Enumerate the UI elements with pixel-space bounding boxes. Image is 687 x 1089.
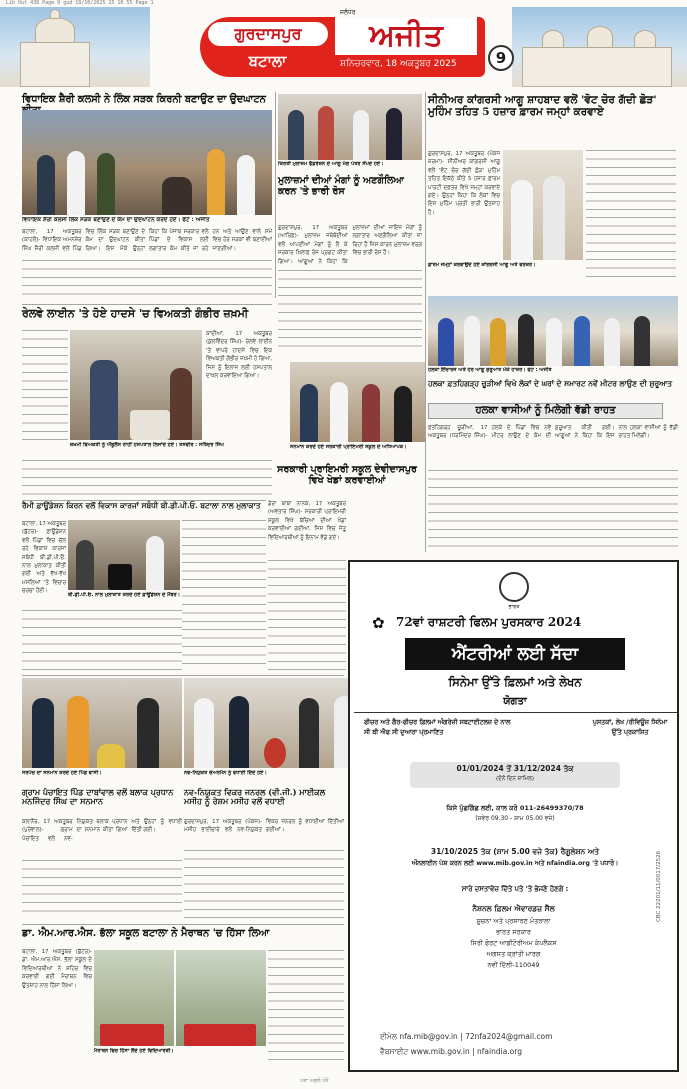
masthead-logo: ਅਜੀਤ	[335, 17, 477, 55]
article-1-photo	[22, 110, 272, 215]
ad-left-box: ਫੀਚਰ ਅਤੇ ਗੈਰ-ਫੀਚਰ ਫ਼ਿਲਮਾਂ ਅੰਗਰੇਜ਼ੀ ਸਬਟਾਈਟਲਜ਼ ਦੇ ਨਾਲ ਸੀ ਬੀ ਐਫ ਸੀ ਦੁਆਰਾ ਪ੍ਰਮਾਣਿਤ	[364, 719, 511, 736]
masthead-edition: ਜਲੰਧਰ	[340, 9, 356, 16]
ad-website: ਵੈੱਬਸਾਈਟ www.mib.gov.in | nfaindia.org	[380, 1047, 522, 1056]
ad-address-line-4: ਸਿਰੀ ਫੋਰਟ ਆਡੀਟੋਰੀਅਮ ਕੰਪਲੈਕਸ	[470, 939, 557, 947]
article-5-photo	[428, 296, 678, 366]
article-10-headline: ਡਾ. ਐਮ.ਆਰ.ਐਸ. ਭੱਲਾ ਸਕੂਲ ਬਟਾਲਾ ਨੇ ਮੈਰਾਥਨ 'ਚ ਹਿੱਸਾ ਲਿਆ	[22, 928, 270, 939]
ad-address-line-2: ਸੂਚਨਾ ਅਤੇ ਪ੍ਰਸਾਰਣ ਮੰਤਰਾਲਾ	[476, 917, 551, 925]
article-3-photo-caption: ਫ਼ਾਰਮ ਜਮ੍ਹਾਂ ਕਰਵਾਉਂਦੇ ਹੋਏ ਕਾਂਗਰਸੀ ਆਗੂ ਅਤੇ ਵਰਕਰ।	[428, 262, 536, 268]
article-9-body: ਗੁਰਦਾਸਪੁਰ, 17 ਅਕਤੂਬਰ (ਪੰਕਜ)- ਮਸੀਹ ਭਾਈਚਾਰੇ ਵਲੋਂ ਨਵ-ਨਿਯੁਕਤ ਵਿਕਰ ਜਨਰਲ ਨੂੰ ਵਧਾਈਆਂ ਦਿੱਤੀਆਂ ਗਈਆਂ।	[184, 819, 344, 834]
article-7-body: ਡੇਰਾ ਬਾਬਾ ਨਾਨਕ, 17 ਅਕਤੂਬਰ (ਅਵਤਾਰ ਸਿੰਘ)- ਸਰਕਾਰੀ ਪ੍ਰਾਇਮਰੀ ਸਕੂਲ ਵਿਖੇ ਬੱਚਿਆਂ ਦੀਆਂ ਖੇਡਾਂ ਕਰਵਾਈਆਂ ਗਈਆਂ, ਜਿਸ ਵਿਚ ਜੇਤੂ ਵਿਦਿਆਰਥੀਆਂ ਨੂੰ ਇਨਾਮ ਵੰਡੇ ਗਏ।	[268, 501, 346, 541]
article-7-photo-caption: ਸਨਮਾਨ ਕਰਦੇ ਹੋਏ ਸਰਕਾਰੀ ਪ੍ਰਾਇਮਰੀ ਸਕੂਲ ਦੇ ਅਧਿਆਪਕ।	[290, 444, 407, 450]
article-10-photo-1	[94, 950, 174, 1046]
ad-period-note: (ਦੋਨੋਂ ਦਿਨ ਸ਼ਾਮਿਲ)	[495, 776, 535, 782]
article-1-headline: ਵਿਧਾਇਕ ਸ਼ੈਰੀ ਕਲਸੀ ਨੇ ਲਿੰਕ ਸੜਕ ਕਿਰਨੀ ਬਣਾਉਣ ਦਾ ਉਦਘਾਟਨ	[22, 94, 266, 105]
ad-subtitle: ਸਿਨੇਮਾ ਉੱਤੇ ਫ਼ਿਲਮਾਂ ਅਤੇ ਲੇਖਨ	[448, 675, 582, 689]
article-5-headline: ਹਲਕਾ ਫ਼ਤਹਿਗੜ੍ਹ ਚੂੜੀਆਂ ਵਿਖੇ ਲੋਕਾਂ ਦੇ ਘਰਾਂ ਦੇ ਸਮਾਰਟ ਨਵੇਂ ਮੀਟਰ ਲਾਉਣ ਦੀ ਸ਼ੁਰੂਆਤ	[428, 379, 673, 388]
ad-helpline-hours: (ਸਵੇਰ 09.30 - ਸ਼ਾਮ 05.00 ਵਜੇ)	[475, 815, 555, 822]
article-8-text-lines	[22, 860, 182, 918]
article-10-photo-2	[176, 950, 266, 1046]
ad-address-line-5: ਅਗਸਤ ਕ੍ਰਾਂਤੀ ਮਾਰਗ	[486, 950, 541, 958]
article-4-headline: ਰੇਲਵੇ ਲਾਈਨ 'ਤੇ ਹੋਏ ਹਾਦਸੇ 'ਚ ਵਿਅਕਤੀ ਗੰਭੀਰ ਜ਼ਖ਼ਮੀ	[22, 307, 249, 320]
ad-flower-icon: ✿	[372, 614, 385, 632]
row-rule	[22, 675, 344, 676]
article-6-more-text	[22, 610, 182, 670]
masthead-banner	[200, 9, 485, 77]
ad-address-line-1: ਨੈਸ਼ਨਲ ਫ਼ਿਲਮ ਐਵਾਰਡਜ਼ ਸੈੱਲ	[472, 904, 555, 913]
article-10-caption: ਮੈਰਾਥਨ ਵਿਚ ਹਿੱਸਾ ਲੈਂਦੇ ਹੋਏ ਵਿਦਿਆਰਥੀ।	[94, 1048, 174, 1054]
article-5-body: ਫ਼ਤਹਿਗੜ੍ਹ ਚੂੜੀਆਂ, 17 ਅਕਤੂਬਰ (ਧਰਮਿੰਦਰ ਸਿੰਘ)- ਹਲਕੇ ਦੇ ਪਿੰਡਾਂ ਵਿਚ ਨਵੇਂ ਮੀਟਰ ਲਾਉਣ ਦੇ ਕੰਮ ਦੀ ਸ਼ੁਰੂਆਤ ਕੀਤੀ ਗਈ। ਆਗੂਆਂ ਨੇ ਕਿਹਾ ਕਿ ਇਸ ਨਾਲ ਹਲਕਾ ਵਾਸੀਆਂ ਨੂੰ ਵੱਡੀ ਰਾਹਤ ਮਿਲੇਗੀ।	[428, 425, 678, 440]
row-rule	[22, 304, 272, 305]
article-2-photo	[278, 94, 422, 160]
ad-emblem-text: ਭਾਰਤ	[508, 604, 520, 610]
ad-period: 01/01/2024 ਤੋਂ 31/12/2024 ਤੱਕ	[456, 764, 574, 773]
ad-right-box: ਪੁਸਤਕਾਂ, ਲੇਖ /ਰੀਵਿਊਜ਼ ਸਿਨੇਮਾ ਉੱਤੇ ਪ੍ਰਕਾਸ਼ਿਤ	[592, 719, 668, 736]
national-emblem-icon	[499, 572, 529, 602]
article-5-text-lines	[428, 470, 678, 552]
ad-period-box	[410, 762, 620, 788]
ad-online-line: ਔਨਲਾਈਨ ਪੇਸ਼ ਕਰਨ ਲਈ www.mib.gov.in ਅਤੇ nfaindia.org 'ਤੇ ਪਧਾਰੋ।	[411, 860, 619, 867]
ad-address-block	[350, 902, 677, 971]
article-10-body: ਬਟਾਲਾ, 17 ਅਕਤੂਬਰ (ਬੁੱਟਰ)- ਡਾ. ਐਮ.ਆਰ.ਐਸ. ਭੱਲਾ ਸਕੂਲ ਦੇ ਵਿਦਿਆਰਥੀਆਂ ਨੇ ਸ਼ਹਿਰ ਵਿਚ ਕਰਵਾਈ ਗਈ ਮੈਰਾਥਨ ਵਿਚ ਉਤਸ਼ਾਹ ਨਾਲ ਹਿੱਸਾ ਲਿਆ।	[22, 949, 92, 989]
ad-code: CBC 22201/11/0017/2526	[656, 850, 662, 922]
ad-send-to: ਸਾਰੇ ਦਸਤਾਵੇਜ਼ ਦਿੱਤੇ ਪਤੇ 'ਤੇ ਭੇਜਣੇ ਹੋਣਗੇ :	[461, 885, 569, 893]
article-8-caption: ਸਰਪੰਚ ਦਾ ਸਨਮਾਨ ਕਰਦੇ ਹੋਏ ਪਿੰਡ ਵਾਸੀ।	[22, 770, 102, 776]
ad-eligibility-label: ਯੋਗਤਾ	[503, 696, 527, 707]
article-4-text-lines	[22, 330, 68, 440]
article-3-photo	[503, 150, 583, 260]
column-rule	[275, 92, 276, 298]
article-6-text-lines	[182, 520, 266, 670]
article-4-body: ਕਾਦੀਆਂ, 17 ਅਕਤੂਬਰ (ਕੁਲਵਿੰਦਰ ਸਿੰਘ)- ਰੇਲਵੇ ਲਾਈਨ 'ਤੇ ਵਾਪਰੇ ਹਾਦਸੇ ਵਿਚ ਇਕ ਵਿਅਕਤੀ ਗੰਭੀਰ ਜ਼ਖ਼ਮੀ ਹੋ ਗਿਆ, ਜਿਸ ਨੂੰ ਇਲਾਜ ਲਈ ਹਸਪਤਾਲ ਦਾਖ਼ਲ ਕਰਵਾਇਆ ਗਿਆ।	[206, 331, 272, 380]
article-9-text-lines	[184, 850, 344, 918]
article-2-photo-caption: ਕਿਰਤੀ ਮੁਲਾਜ਼ਮ ਫੈਡਰੇਸ਼ਨ ਦੇ ਆਗੂ ਮੰਗ ਪੱਤਰ ਸੌਂਪਦੇ ਹੋਏ।	[278, 161, 384, 167]
article-10-text-lines	[268, 950, 344, 1065]
ad-email: ਈਮੇਲ nfa.mib@gov.in | 72nfa2024@gmail.com	[380, 1032, 553, 1041]
article-3-body-continued	[586, 150, 676, 280]
article-8-photo	[22, 678, 182, 768]
ad-helpline: ਕਿਸੇ ਪੁੱਛਗਿੱਛ ਲਈ, ਕਾਲ ਕਰੋ 011-26499370/78	[446, 804, 584, 812]
article-3-headline: ਸੀਨੀਅਰ ਕਾਂਗਰਸੀ ਆਗੂ ਸ਼ਾਹਬਾਦ ਵਲੋਂ 'ਵੋਟ ਚੋਰ ਗੱਦੀ ਛੋੜ' ਮੁਹਿੰਮ ਤਹਿਤ 5 ਹਜ਼ਾਰ ਫ਼ਾਰਮ ਜਮ੍ਹਾਂ ਕਰਵਾਏ	[428, 94, 657, 119]
article-6-photo	[68, 520, 180, 590]
ad-divider	[354, 712, 677, 713]
page-number: 9	[488, 45, 514, 71]
article-4-caption: ਜ਼ਖ਼ਮੀ ਵਿਅਕਤੀ ਨੂੰ ਐਂਬੂਲੈਂਸ ਰਾਹੀਂ ਹਸਪਤਾਲ ਲਿਜਾਂਦੇ ਹੋਏ। ਤਸਵੀਰ : ਸਤਿੰਦਰ ਸਿੰਘ	[70, 442, 224, 448]
article-4-photo	[70, 330, 202, 440]
article-8-headline: ਗ੍ਰਾਮ ਪੰਚਾਇਤ ਪਿੰਡ ਦਾਬਾਂਵਾਲ ਵਲੋਂ ਬਲਾਕ ਪ੍ਰਧਾਨ ਮਨਜਿੰਦਰ ਸਿੰਘ ਦਾ ਸਨਮਾਨ	[22, 787, 174, 807]
article-5-kicker: ਹਲਕਾ ਵਾਸੀਆਂ ਨੂੰ ਮਿਲੇਗੀ ਵੱਡੀ ਰਾਹਤ	[428, 403, 663, 419]
article-1-body: ਬਟਾਲਾ, 17 ਅਕਤੂਬਰ (ਕਾਹਲੋਂ)- ਵਿਧਾਇਕ ਅਮਨਸ਼ੇਰ ਸਿੰਘ ਸ਼ੈਰੀ ਕਲਸੀ ਵਲੋਂ ਪਿੰਡ ਵਿਚ ਲਿੰਕ ਸੜਕ ਬਣਾਉਣ ਦੇ ਕੰਮ ਦਾ ਉਦਘਾਟਨ ਕੀਤਾ ਗਿਆ। ਇਸ ਮੌਕੇ ਉਨ੍ਹਾਂ ਕਿਹਾ ਕਿ ਪੰਜਾਬ ਸਰਕਾਰ ਵਲੋਂ ਪਿੰਡਾਂ ਦੇ ਵਿਕਾਸ ਲਈ ਲਗਾਤਾਰ ਕੰਮ ਕੀਤੇ ਜਾ ਰਹੇ ਹਨ ਅਤੇ ਆਉਣ ਵਾਲੇ ਸਮੇਂ ਵਿਚ ਹੋਰ ਸੜਕਾਂ ਵੀ ਬਣਾਈਆਂ ਜਾਣਗੀਆਂ।	[22, 229, 272, 252]
masthead	[0, 7, 687, 87]
article-9-caption: ਨਵ-ਨਿਯੁਕਤ ਚੇਅਰਮੈਨ ਨੂੰ ਵਧਾਈ ਦਿੰਦੇ ਹੋਏ।	[184, 770, 267, 776]
masthead-city-secondary: ਬਟਾਲਾ	[248, 52, 287, 70]
ad-deadline: 31/10/2025 ਤੱਕ (ਸ਼ਾਮ 5.00 ਵਜੇ ਤੱਕ) ਰੈਗੂਲੇਸ਼ਨ ਅਤੇ	[430, 847, 600, 856]
masthead-date: ਸ਼ਨਿਚਰਵਾਰ, 18 ਅਕਤੂਬਰ 2025	[340, 59, 457, 69]
row-rule	[22, 924, 344, 925]
ad-address-line-3: ਭਾਰਤ ਸਰਕਾਰ	[496, 928, 531, 936]
article-1-caption: ਵਿਧਾਇਕ ਸ਼ੈਰੀ ਕਲਸੀ ਲਿੰਕ ਸੜਕ ਬਣਾਉਣ ਦੇ ਕੰਮ ਦਾ ਉਦਘਾਟਨ ਕਰਦੇ ਹੋਏ। ਫੋਟੋ : ਅਜੀਤ	[22, 217, 210, 223]
row-rule	[22, 500, 266, 501]
article-7-headline: ਸਰਕਾਰੀ ਪ੍ਰਾਇਮਰੀ ਸਕੂਲ ਦੇਵੀਦਾਸਪੁਰ ਵਿਖੇ ਖੇਡਾਂ ਕਰਵਾਈਆਂ	[277, 464, 417, 486]
film-awards-advertisement	[348, 560, 679, 1072]
ad-emblem	[492, 572, 536, 610]
article-2-body: ਗੁਰਦਾਸਪੁਰ, 17 ਅਕਤੂਬਰ (ਆਰਿਫ਼)- ਮੁਲਾਜ਼ਮ ਜਥੇਬੰਦੀਆਂ ਵਲੋਂ ਆਪਣੀਆਂ ਮੰਗਾਂ ਨੂੰ ਲੈ ਕੇ ਸਰਕਾਰ ਖ਼ਿਲਾਫ਼ ਰੋਸ ਪ੍ਰਗਟ ਕੀਤਾ ਗਿਆ। ਆਗੂਆਂ ਨੇ ਕਿਹਾ ਕਿ ਮੁਲਾਜ਼ਮਾਂ ਦੀਆਂ ਜਾਇਜ਼ ਮੰਗਾਂ ਨੂੰ ਲਗਾਤਾਰ ਅਣਗੌਲਿਆ ਕੀਤਾ ਜਾ ਰਿਹਾ ਹੈ ਜਿਸ ਕਾਰਨ ਮੁਲਾਜ਼ਮ ਵਰਗ ਵਿਚ ਭਾਰੀ ਰੋਸ ਹੈ।	[278, 225, 422, 265]
column-rule	[425, 92, 426, 552]
ad-title: 72ਵਾਂ ਰਾਸ਼ਟਰੀ ਫਿਲਮ ਪੁਰਸਕਾਰ 2024	[396, 615, 582, 629]
print-slug: Lib Out 438 Page 9 gud 18/10/2025 15 10 55 Page 1	[6, 0, 154, 6]
article-9-headline: ਨਵ-ਨਿਯੁਕਤ ਵਿਕਰ ਜਨਰਲ (ਵੀ.ਜੀ.) ਮਾਈਕਲ ਮਸੀਹ ਨੂੰ ਰੇਸ਼ਮ ਮਸੀਹ ਵਲੋਂ ਵਧਾਈ	[184, 787, 326, 807]
ad-banner: ਐਂਟਰੀਆਂ ਲਈ ਸੱਦਾ	[405, 638, 625, 670]
article-5-photo-caption: ਹਲਕਾ ਇੰਚਾਰਜ ਅਤੇ ਹੋਰ ਆਗੂ ਸ਼ੁਰੂਆਤ ਮੌਕੇ ਹਾਜ਼ਰ। ਫੋਟੋ : ਅਜੀਤ	[428, 367, 552, 373]
masthead-temple-left	[0, 7, 150, 87]
page-footer: ਪਤਾ ਅਗਲੇ ਪੰਨੇ	[300, 1078, 329, 1084]
ad-address-line-6: ਨਵੀਂ ਦਿੱਲੀ-110049	[487, 961, 540, 969]
article-3-body: ਗੁਰਦਾਸਪੁਰ, 17 ਅਕਤੂਬਰ (ਪੰਕਜ ਸ਼ਰਮਾ)- ਸੀਨੀਅਰ ਕਾਂਗਰਸੀ ਆਗੂ ਵਲੋਂ 'ਵੋਟ ਚੋਰ ਗੱਦੀ ਛੋੜ' ਮੁਹਿੰਮ ਤਹਿਤ ਇਕੱਠੇ ਕੀਤੇ 5 ਹਜ਼ਾਰ ਫ਼ਾਰਮ ਪਾਰਟੀ ਦਫ਼ਤਰ ਵਿਖੇ ਜਮ੍ਹਾਂ ਕਰਵਾਏ ਗਏ। ਉਨ੍ਹਾਂ ਕਿਹਾ ਕਿ ਲੋਕਾਂ ਵਿਚ ਇਸ ਮੁਹਿੰਮ ਪ੍ਰਤੀ ਭਾਰੀ ਉਤਸ਼ਾਹ ਹੈ।	[428, 151, 500, 216]
article-7-photo	[290, 362, 425, 442]
article-8-body: ਕਲਾਨੌਰ, 17 ਅਕਤੂਬਰ (ਪੁਰੇਵਾਲ)- ਗ੍ਰਾਮ ਪੰਚਾਇਤ ਵਲੋਂ ਨਵ-ਨਿਯੁਕਤ ਬਲਾਕ ਪ੍ਰਧਾਨ ਦਾ ਸਨਮਾਨ ਕੀਤਾ ਗਿਆ ਅਤੇ ਉਨ੍ਹਾਂ ਨੂੰ ਵਧਾਈ ਦਿੱਤੀ ਗਈ।	[22, 819, 182, 842]
masthead-city-primary: ਗੁਰਦਾਸਪੁਰ	[208, 22, 328, 46]
article-2-text-lines	[278, 270, 422, 354]
article-1-text-lines	[22, 260, 272, 300]
article-6-headline: ਰੈਮੀ ਫ਼ਾਊਂਡੇਸ਼ਨ ਕਿਰਨ ਵਲੋਂ ਵਿਕਾਸ ਕਾਰਜਾਂ ਸਬੰਧੀ ਬੀ.ਡੀ.ਪੀ.ਓ. ਬਟਾਲਾ ਨਾਲ ਮੁਲਾਕਾਤ	[22, 501, 261, 510]
article-2-headline: ਮੁਲਾਜ਼ਮਾਂ ਦੀਆਂ ਮੰਗਾਂ ਨੂੰ ਅਣਗੌਲਿਆ ਕਰਨ 'ਤੇ ਭਾਰੀ ਰੋਸ	[278, 175, 404, 197]
ad-helpline-box	[390, 802, 640, 830]
article-7-text-lines	[268, 560, 346, 670]
article-6-body: ਬਟਾਲਾ, 17 ਅਕਤੂਬਰ (ਬੁੱਟਰ)- ਫ਼ਾਊਂਡੇਸ਼ਨ ਵਲੋਂ ਪਿੰਡਾਂ ਵਿਚ ਚੱਲ ਰਹੇ ਵਿਕਾਸ ਕਾਰਜਾਂ ਸਬੰਧੀ ਬੀ.ਡੀ.ਪੀ.ਓ. ਨਾਲ ਮੁਲਾਕਾਤ ਕੀਤੀ ਗਈ ਅਤੇ ਵੱਖ-ਵੱਖ ਮਸਲਿਆਂ 'ਤੇ ਵਿਚਾਰ ਚਰਚਾ ਹੋਈ।	[22, 521, 66, 595]
article-6-caption: ਬੀ.ਡੀ.ਪੀ.ਓ. ਨਾਲ ਮੁਲਾਕਾਤ ਕਰਦੇ ਹੋਏ ਫ਼ਾਊਂਡੇਸ਼ਨ ਦੇ ਮੈਂਬਰ।	[68, 592, 180, 598]
article-4-more-text	[22, 460, 272, 500]
masthead-temple-right	[512, 7, 687, 87]
